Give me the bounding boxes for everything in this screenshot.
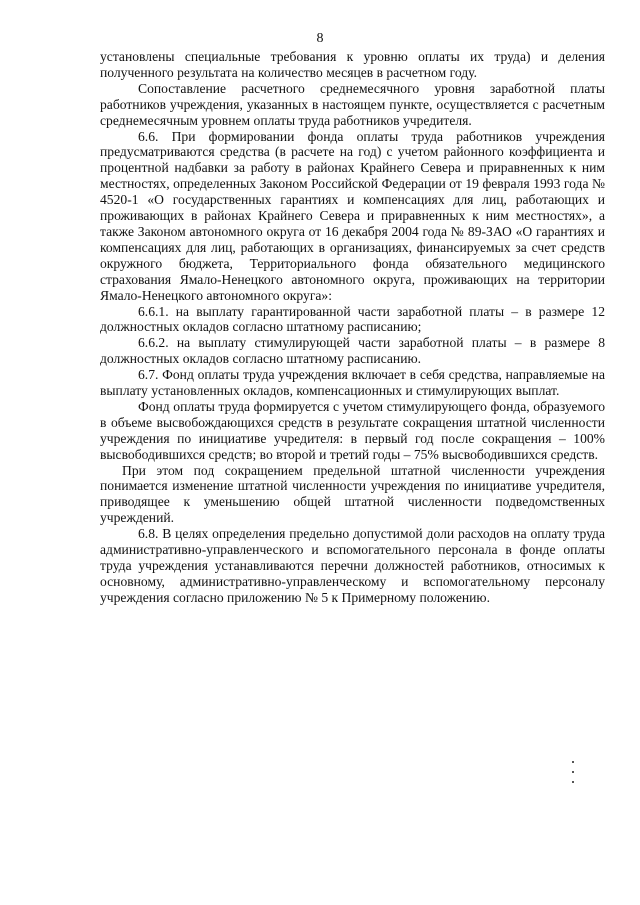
paragraph-stimulating-fund: Фонд оплаты труда формируется с учетом стимулирующего фонда, образуемого в объеме высвобождающихся средств в результате сокращения штатной численности учреждения по инициативе учредителя: в первый год после сокращения – 100% высвободившихся средств; во второй и третий годы – 75% высвободившихся средств. bbox=[100, 398, 605, 462]
paragraph-6-6: 6.6. При формировании фонда оплаты труда работников учреждения предусматриваются средства (в расчете на год) с учетом районного коэффициента и процентной надбавки за работу в районах Крайнего Севера и приравненных к ним местностях, определенных Законом Российской Федерации от 19 февраля 1993 года № 4520-1 «О государственных гарантиях и компенсациях для лиц, работающих и проживающих в районах Крайнего Севера и приравненных к ним местностях», а также Законом автономного округа от 16 декабря 2004 года № 89-ЗАО «О гарантиях и компенсациях для лиц, работающих в организациях, финансируемых за счет средств окружного бюджета, Территориального фонда обязательного медицинского страхования Ямало-Ненецкого автономного округа, проживающих на территории Ямало-Ненецкого автономного округа»: bbox=[100, 128, 605, 303]
paragraph-6-6-2: 6.6.2. на выплату стимулирующей части заработной платы – в размере 8 должностных окладов согласно штатному расписанию. bbox=[100, 335, 605, 367]
paragraph-reduction-definition: При этом под сокращением предельной штатной численности учреждения понимается изменение штатной численности учреждения по инициативе учредителя, приводящее к уменьшению общей штатной численности подведомственных учреждений. bbox=[100, 462, 605, 526]
paragraph-comparison: Сопоставление расчетного среднемесячного уровня заработной платы работников учреждения, указанных в настоящем пункте, осуществляется с расчетным среднемесячным уровнем оплаты труда работников учредителя. bbox=[100, 80, 605, 128]
page-number: 8 bbox=[316, 31, 324, 46]
paragraph-continuation: установлены специальные требования к уровню оплаты их труда) и деления полученного результата на количество месяцев в расчетном году. bbox=[100, 49, 605, 80]
paragraph-6-8: 6.8. В целях определения предельно допустимой доли расходов на оплату труда административно-управленческого и вспомогательного персонала в фонде оплаты труда учреждения устанавливаются перечни должностей работников, относимых к основному, административно-управленческому и вспомогательному персоналу учреждения согласно приложению № 5 к Примерному положению. bbox=[100, 526, 605, 605]
scan-artifact bbox=[572, 771, 574, 773]
scan-artifact bbox=[572, 761, 574, 763]
paragraph-6-7: 6.7. Фонд оплаты труда учреждения включает в себя средства, направляемые на выплату установленных окладов, компенсационных и стимулирующих выплат. bbox=[100, 367, 605, 399]
scan-artifact bbox=[572, 781, 574, 783]
document-body bbox=[100, 49, 605, 606]
paragraph-6-6-1: 6.6.1. на выплату гарантированной части заработной платы – в размере 12 должностных окладов согласно штатному расписанию; bbox=[100, 303, 605, 335]
